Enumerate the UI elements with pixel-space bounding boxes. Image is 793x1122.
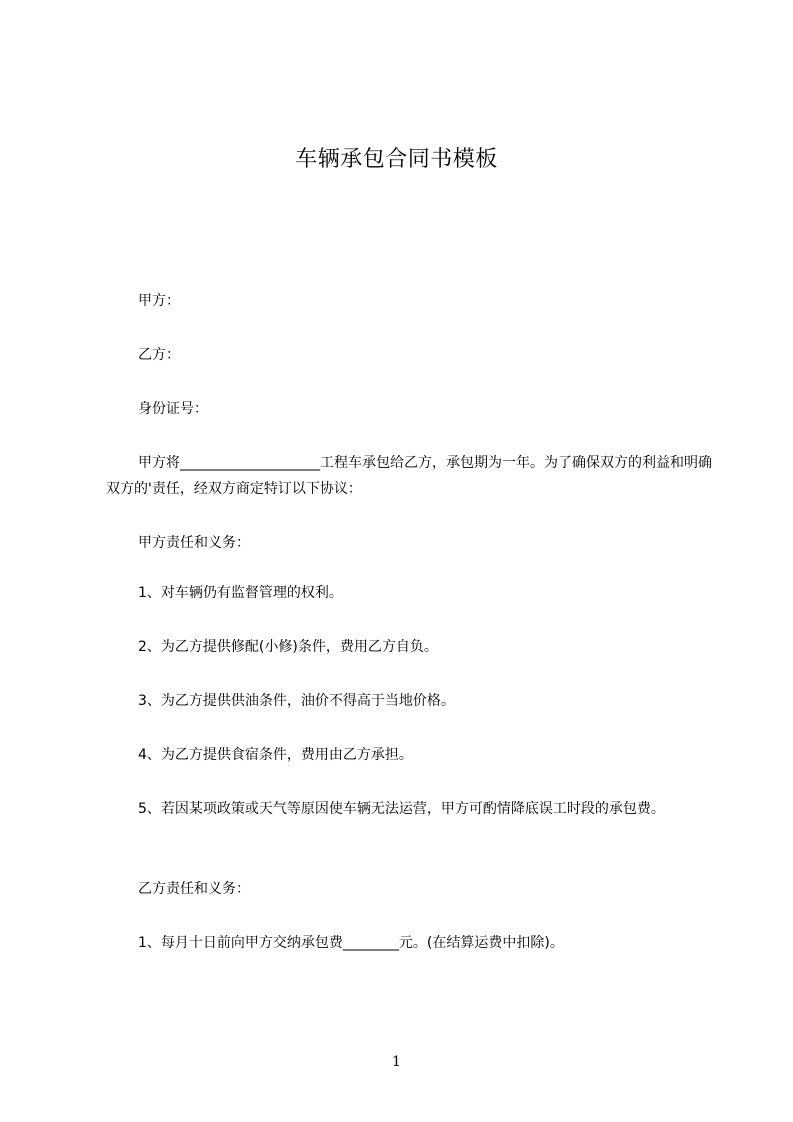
id-number-label: 身份证号： (138, 401, 208, 417)
party-b-item-1: 1、每月十日前向甲方交纳承包费________元。(在结算运费中扣除)。 (138, 935, 564, 951)
party-b-duties-heading: 乙方责任和义务： (138, 881, 250, 897)
party-a-item-2: 2、为乙方提供修配(小修)条件，费用乙方自负。 (138, 639, 438, 655)
party-b-label: 乙方： (138, 347, 180, 363)
page-number: 1 (392, 1054, 401, 1070)
party-a-label: 甲方： (138, 293, 180, 309)
party-a-duties-heading: 甲方责任和义务： (138, 535, 250, 551)
party-a-item-1: 1、对车辆仍有监督管理的权利。 (138, 585, 343, 601)
document-title: 车辆承包合同书模板 (295, 147, 498, 172)
intro-paragraph: 甲方将____________________工程车承包给乙方，承包期为一年。为了确保双方的利益和明确双方的'责任，经双方商定特订以下协议： (106, 455, 712, 497)
party-a-item-4: 4、为乙方提供食宿条件，费用由乙方承担。 (138, 747, 413, 763)
party-a-item-3: 3、为乙方提供供油条件，油价不得高于当地价格。 (138, 693, 455, 709)
party-a-item-5: 5、若因某项政策或天气等原因使车辆无法运营，甲方可酌情降底误工时段的承包费。 (138, 801, 665, 817)
